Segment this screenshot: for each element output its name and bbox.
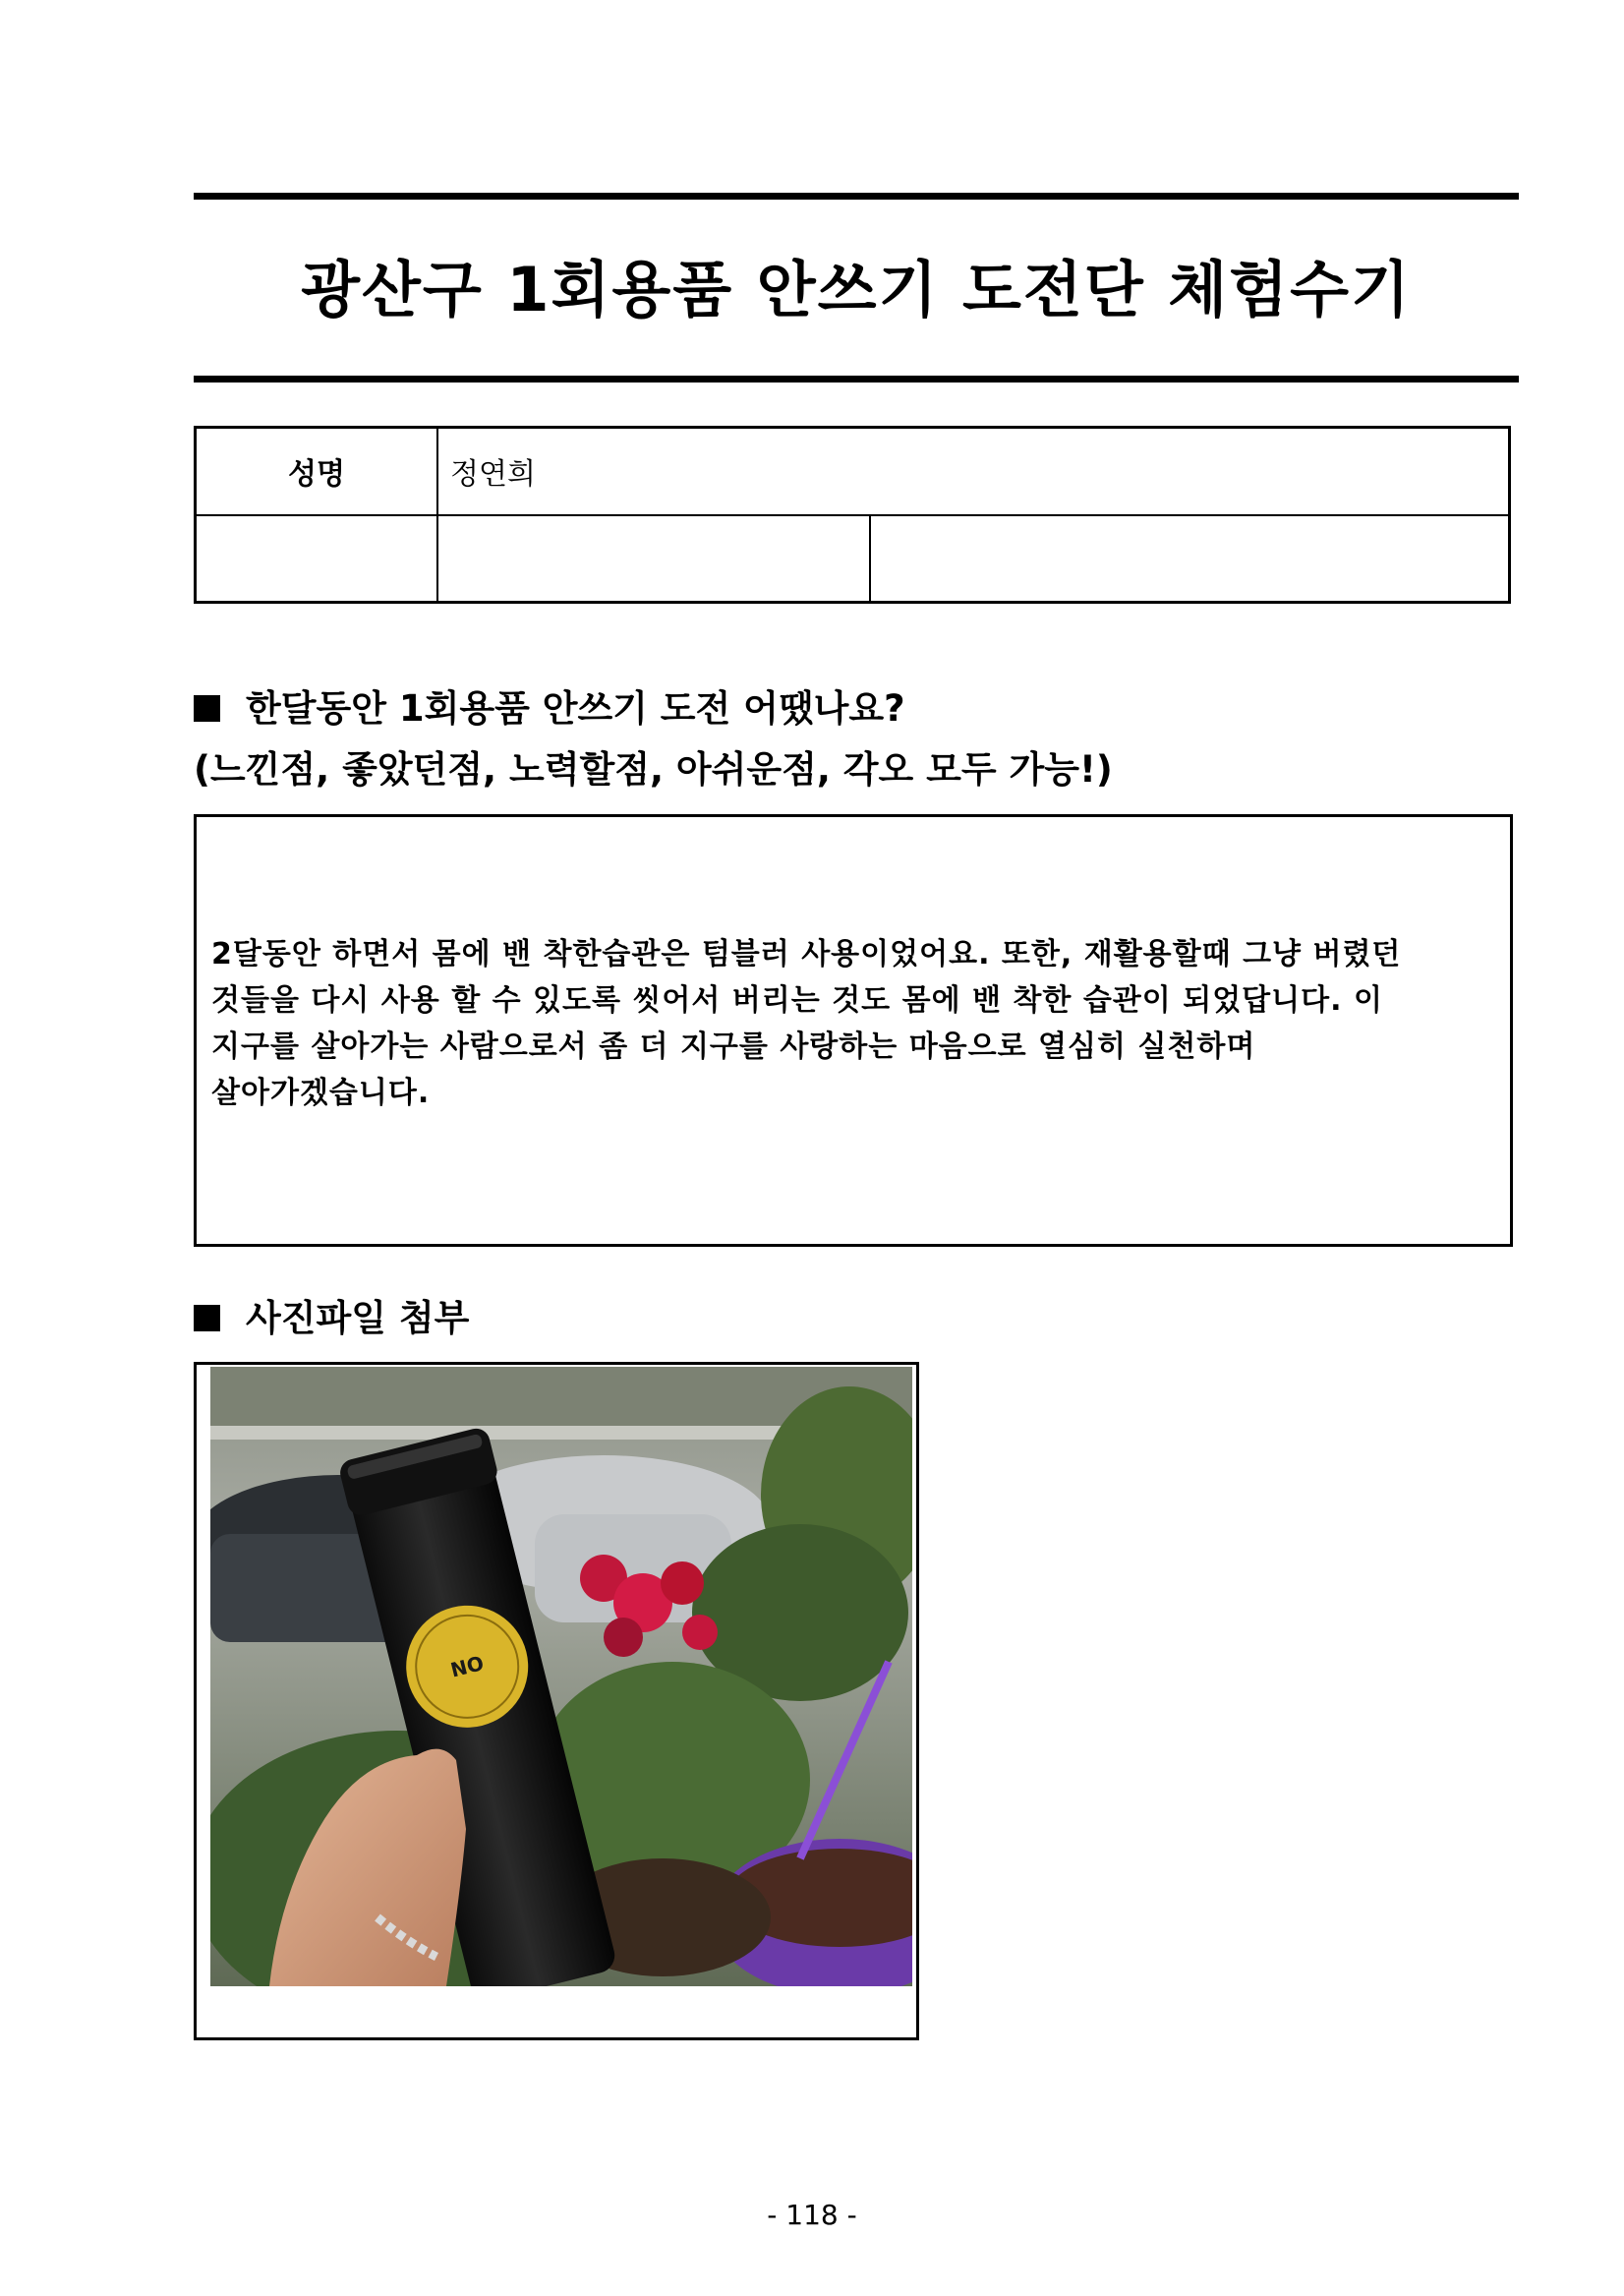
answer-line: 것들을 다시 사용 할 수 있도록 씻어서 버리는 것도 몸에 밴 착한 습관이 되었답니다. 이 bbox=[211, 983, 1383, 1018]
empty-cell-2 bbox=[437, 515, 870, 603]
question-subheading: (느낀점, 좋았던점, 노력할점, 아쉬운점, 각오 모두 가능!) bbox=[194, 748, 1113, 791]
name-label: 성명 bbox=[196, 428, 438, 515]
title-bottom-rule bbox=[194, 376, 1519, 383]
page-number: - 118 - bbox=[767, 2199, 857, 2231]
empty-cell-3 bbox=[870, 515, 1510, 603]
name-value: 정연희 bbox=[437, 428, 1510, 515]
square-bullet-icon bbox=[194, 1305, 220, 1331]
answer-text bbox=[211, 931, 1489, 1116]
answer-line: 살아가겠습니다. bbox=[211, 1076, 431, 1110]
photo-heading-label: 사진파일 첨부 bbox=[246, 1297, 470, 1339]
empty-cell-1 bbox=[196, 515, 438, 603]
sticker-label: NO bbox=[447, 1651, 487, 1682]
square-bullet-icon bbox=[194, 695, 220, 722]
tumbler-photo bbox=[210, 1367, 912, 1986]
info-row-empty bbox=[196, 515, 1510, 603]
answer-line: 지구를 살아가는 사람으로서 좀 더 지구를 사랑하는 마음으로 열심히 실천하며 bbox=[211, 1030, 1256, 1064]
photo-heading bbox=[194, 1288, 469, 1341]
info-row-name bbox=[196, 428, 1510, 515]
top-rule bbox=[194, 193, 1519, 200]
question-heading bbox=[194, 678, 905, 732]
answer-line: 2달동안 하면서 몸에 밴 착한습관은 텀블러 사용이었어요. 또한, 재활용할때 그냥 버렸던 bbox=[211, 937, 1402, 971]
tumbler-photo-image bbox=[210, 1367, 912, 1986]
page-title: 광산구 1회용품 안쓰기 도전단 체험수기 bbox=[301, 254, 1412, 325]
info-table bbox=[194, 426, 1511, 604]
question-line1: 한달동안 1회용품 안쓰기 도전 어땠나요? bbox=[246, 687, 905, 730]
